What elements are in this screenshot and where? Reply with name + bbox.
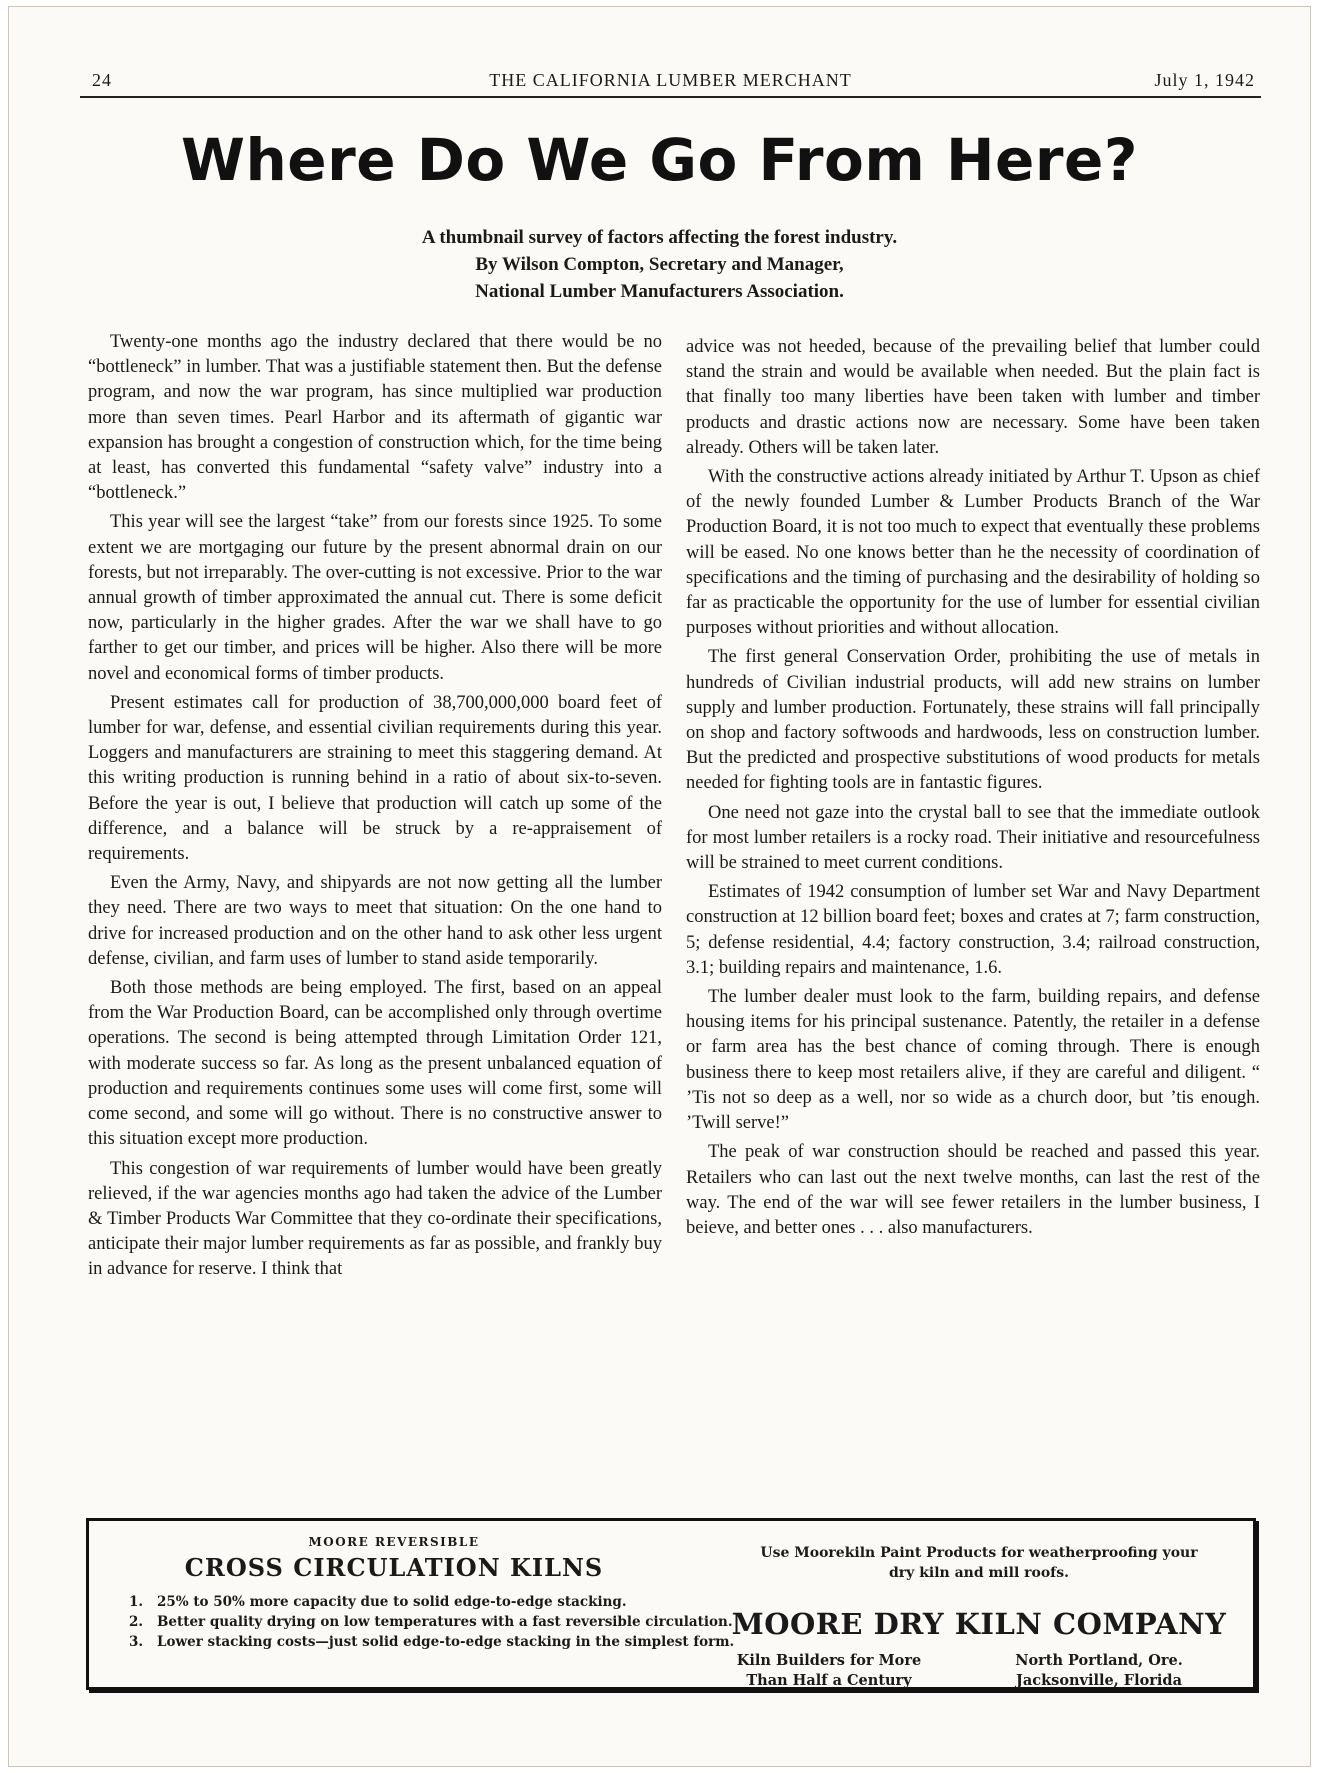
list-text: Better quality drying on low temperatures with a fast reversible circulation.: [157, 1614, 733, 1630]
paragraph: Both those methods are being employed. The first, based on an appeal from the War Production Board, can be accomplished only through overtime operations. The second is being attempted through Limitation Order 121, with moderate success so far. As long as the present unbalanced equation of production and requirements continues some uses will come first, some will come second, and some will go without. There is no constructive answer to this situation except more production.: [88, 978, 662, 1150]
moore-kiln-advertisement: [86, 1518, 1256, 1690]
publication-name: THE CALIFORNIA LUMBER MERCHANT: [489, 70, 852, 90]
article-subtitle: [0, 224, 1319, 305]
article-title: Where Do We Go From Here?: [181, 126, 1138, 194]
paragraph: Estimates of 1942 consumption of lumber set War and Navy Department construction at 12 billion board feet; boxes and crates at 7; farm construction, 5; defense residential, 4.4; factory construction, 3.4; railroad construction, 3.1; building repairs and maintenance, 1.6.: [686, 882, 1260, 978]
running-head: [80, 68, 1261, 98]
ad-kilns-panel: [129, 1535, 749, 1654]
paragraph: The peak of war construction should be reached and passed this year. Retailers who can last out the next twelve months, can last the rest of the way. The end of the war will see fewer retailers in the lumber business, I beieve, and better ones . . . also manufacturers.: [686, 1142, 1260, 1238]
list-item: [129, 1634, 749, 1650]
paragraph: The lumber dealer must look to the farm, building repairs, and defense housing items for his principal sustenance. Patently, the retailer in a defense or farm area has the best chance of coming through. There is enough business there to keep most retailers alive, if they are careful and diligent. “ ’Tis not so deep as a well, nor so wide as a church door, but ’tis enough. ’Twill serve!”: [686, 987, 1260, 1134]
paragraph: This congestion of war requirements of lumber would have been greatly relieved, if the war agencies months ago had taken the advice of the Lumber & Timber Products War Committee that they co-ordinate their specifications, anticipate their major lumber requirements as far as possible, and frankly buy in advance for reserve. I think that: [88, 1158, 662, 1280]
paragraph: Present estimates call for production of 38,700,000,000 board feet of lumber for war, defense, and essential civilian requirements during this year. Loggers and manufacturers are straining to meet this staggering demand. At this writing production is running behind in a ratio of about six-to-seven. Before the year is out, I believe that production will catch up some of the difference, and a balance will be struck by a re-appraisement of requirements.: [88, 692, 662, 865]
ad-feature-list: [129, 1594, 749, 1650]
paragraph: Even the Army, Navy, and shipyards are not now getting all the lumber they need. There are two ways to meet that situation: On the one hand to drive for increased production and on the other hand to ask other less urgent defense, civilian, and farm uses of lumber to stand aside temporarily.: [88, 873, 662, 969]
company-locations: [999, 1651, 1199, 1691]
list-text: Lower stacking costs—just solid edge-to-edge stacking in the simplest form.: [157, 1634, 735, 1650]
location-line: North Portland, Ore.: [1015, 1652, 1183, 1669]
right-column: [686, 335, 1260, 1245]
paragraph-continued: advice was not heeded, because of the prevailing belief that lumber could stand the strain and would be available when needed. But the plain fact is that finally too many liberties have been taken with lumber and timber products and drastic actions now are necessary. Some have been taken already. Others will be taken later.: [686, 337, 1260, 458]
paragraph: Twenty-one months ago the industry declared that there would be no “bottleneck” in lumber. That was a justifiable statement then. But the defense program, and now the war program, has since multiplied war production more than seven times. Pearl Harbor and its aftermath of gigantic war expansion has brought a congestion of construction which, for the time being at least, has converted this fundamental “safety valve” industry into a “bottleneck.”: [88, 332, 662, 504]
list-text: 25% to 50% more capacity due to solid edge-to-edge stacking.: [157, 1594, 627, 1610]
tagline-line: Than Half a Century: [746, 1672, 912, 1689]
paragraph: The first general Conservation Order, prohibiting the use of metals in hundreds of Civilian industrial products, will add new strains on lumber supply and lumber production. Fortunately, these strains will fall principally on shop and factory softwoods and hardwoods, less on construction lumber. But the predicted and prospective substitutions of wood products for metals needed for fighting tools are in fantastic figures.: [686, 647, 1260, 794]
byline: By Wilson Compton, Secretary and Manager,: [475, 254, 844, 275]
issue-date: July 1, 1942: [1154, 70, 1255, 90]
list-item: [129, 1594, 749, 1610]
page-number: 24: [92, 70, 112, 90]
list-number: 2.: [129, 1614, 144, 1630]
tagline-line: Kiln Builders for More: [736, 1652, 922, 1669]
paragraph: This year will see the largest “take” from our forests since 1925. To some extent we are mortgaging our future by the present abnormal drain on our forests, but not irreparably. The over-cutting is not excessive. Prior to the war annual growth of timber approximated the annual cut. There is some deficit now, particularly in the higher grades. After the war we shall have to go farther to get our timber, and prices will be higher. Also there will be more novel and economical forms of timber products.: [88, 512, 662, 684]
paragraph: With the constructive actions already initiated by Arthur T. Upson as chief of the newly founded Lumber & Lumber Products Branch of the War Production Board, it is not too much to expect that eventually these problems will be eased. No one knows better than he the necessity of coordination of specifications and the timing of purchasing and the desirability of holding so far as practicable the opportunity for the use of lumber for essential civilian purposes without priorities and without allocation.: [686, 467, 1260, 639]
paragraph: One need not gaze into the crystal ball to see that the immediate outlook for most lumber retailers is a rocky road. Their initiative and resourcefulness will be strained to meet current conditions.: [686, 802, 1260, 874]
ad-company-panel: [729, 1543, 1229, 1693]
ad-paint-note: Use Moorekiln Paint Products for weatherproofing your dry kiln and mill roofs.: [760, 1545, 1198, 1581]
ad-footer: [729, 1651, 1229, 1693]
company-name: MOORE DRY KILN COMPANY: [731, 1607, 1227, 1641]
company-tagline: [729, 1651, 929, 1691]
list-item: [129, 1614, 749, 1630]
left-column: [88, 330, 662, 1287]
subtitle-line: A thumbnail survey of factors affecting the forest industry.: [421, 227, 898, 248]
location-line: Jacksonville, Florida: [1016, 1672, 1182, 1689]
ad-headline: CROSS CIRCULATION KILNS: [184, 1553, 604, 1582]
ad-kicker: MOORE REVERSIBLE: [308, 1535, 480, 1549]
list-number: 3.: [129, 1634, 144, 1650]
list-number: 1.: [129, 1594, 144, 1610]
author-affiliation: National Lumber Manufacturers Association.: [475, 281, 844, 302]
